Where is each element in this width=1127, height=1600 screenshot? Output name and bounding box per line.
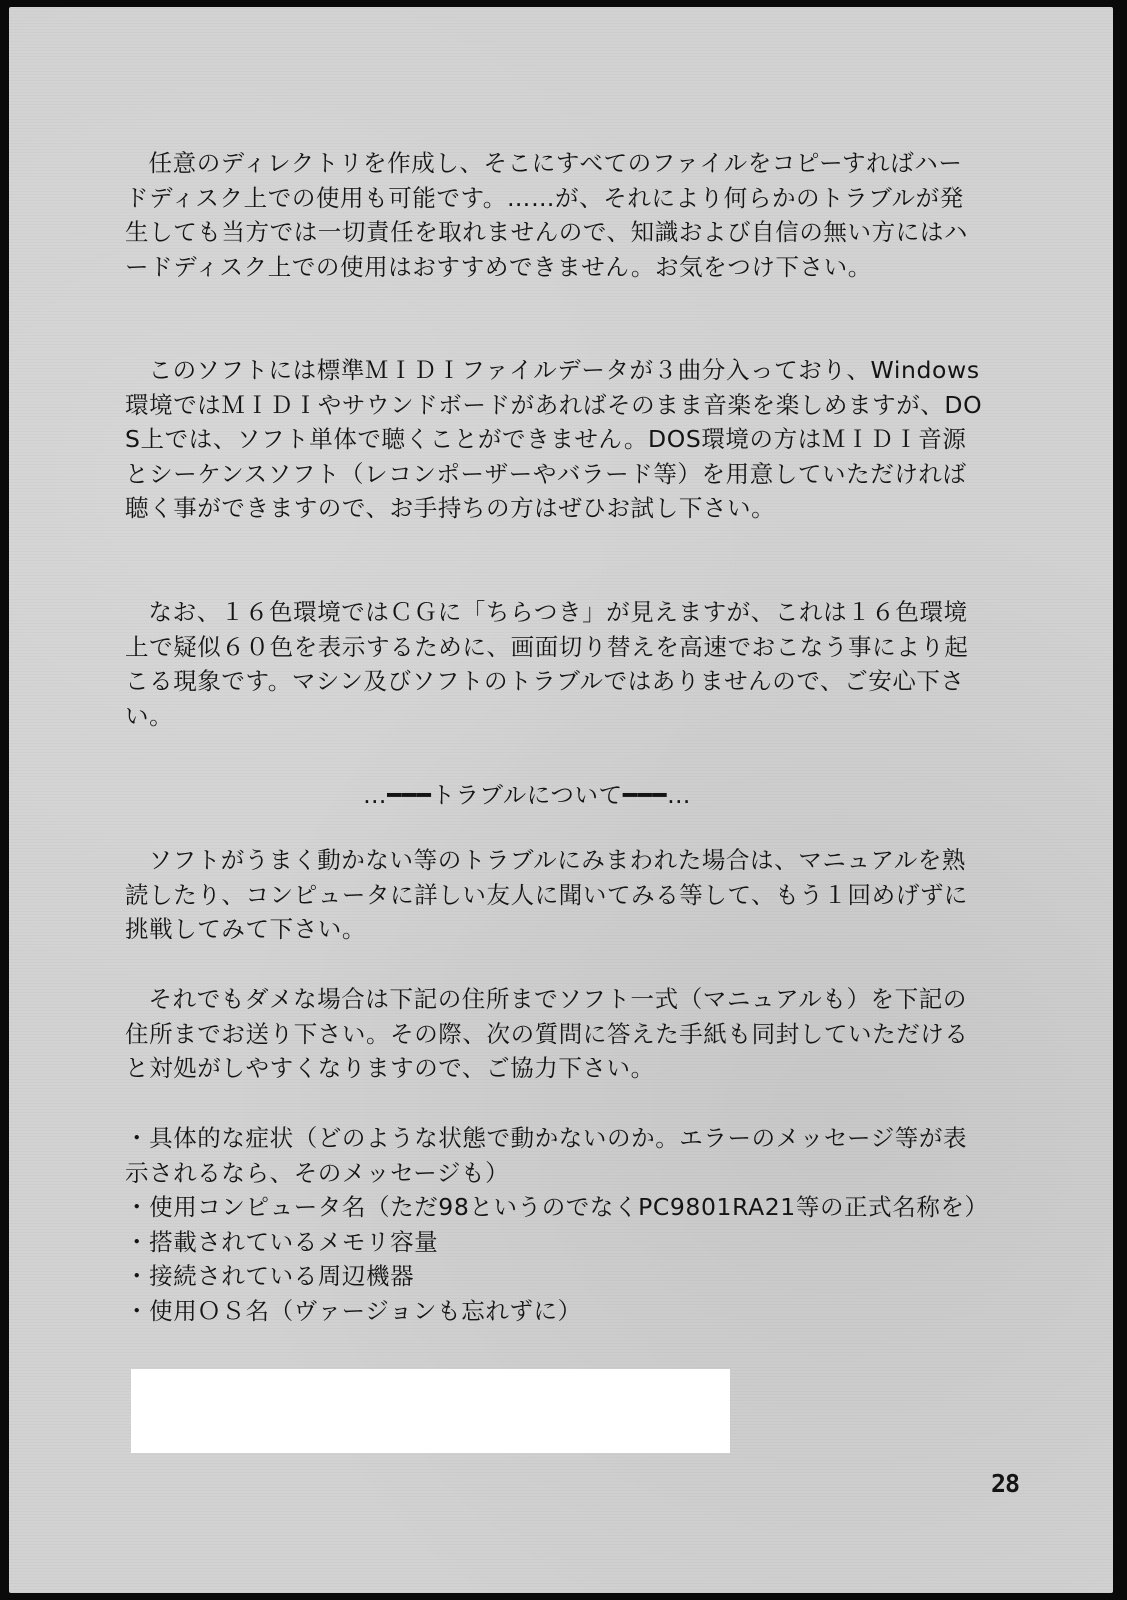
list-item: ・接続されている周辺機器 bbox=[125, 1262, 415, 1290]
list-item: ・具体的な症状（どのような状態で動かないのか。エラーのメッセージ等が表示されるなら、そのメッセージも） bbox=[125, 1124, 968, 1187]
paragraph-send-software: それでもダメな場合は下記の住所までソフト一式（マニュアルも）を下記の住所までお送り下さい。その際、次の質問に答えた手紙も同封していただけると対処がしやすくなりますので、ご協力下さい。 bbox=[125, 985, 969, 1082]
redacted-address-box bbox=[131, 1369, 730, 1453]
paragraph-trouble-advice: ソフトがうまく動かない等のトラブルにみまわれた場合は、マニュアルを熟読したり、コンピュータに詳しい友人に聞いてみる等して、もう１回めげずに挑戦してみて下さい。 bbox=[125, 846, 969, 943]
list-item: ・使用ＯＳ名（ヴァージョンも忘れずに） bbox=[125, 1296, 582, 1325]
paragraph-hdd-install: 任意のディレクトリを作成し、そこにすべてのファイルをコピーすればハードディスク上での使用も可能です。……が、それにより何らかのトラブルが発生しても当方では一切責任を取れませんので、知識および自信の無い方にはハードディスク上での使用はおすすめできません。お気をつけ下さい。 bbox=[125, 149, 969, 281]
page-number: 28 bbox=[991, 1469, 1020, 1498]
list-item: ・使用コンピュータ名（ただ98というのでなくPC9801RA21等の正式名称を） bbox=[125, 1193, 989, 1221]
list-item: ・搭載されているメモリ容量 bbox=[125, 1227, 439, 1256]
section-heading-trouble: …━━━トラブルについて━━━… bbox=[363, 781, 692, 809]
paragraph-16-color: なお、１６色環境ではＣＧに「ちらつき」が見えますが、これは１６色環境上で疑似６０色を表示するために、画面切り替えを高速でおこなう事により起こる現象です。マシン及びソフトのトラブルではありませんので、ご安心下さい。 bbox=[125, 598, 969, 730]
paragraph-midi-data: このソフトには標準ＭＩＤＩファイルデータが３曲分入っており、Windows環境ではＭＩＤＩやサウンドボードがあればそのまま音楽を楽しめますが、DOS上では、ソフト単体で聴くことができません。DOS環境の方はＭＩＤＩ音源とシーケンスソフト（レコンポーザーやバラード等）を用意していただければ聴く事ができますので、お手持ちの方はぜひお試し下さい。 bbox=[125, 356, 983, 522]
question-checklist bbox=[125, 1121, 989, 1328]
document-page bbox=[9, 7, 1113, 1593]
